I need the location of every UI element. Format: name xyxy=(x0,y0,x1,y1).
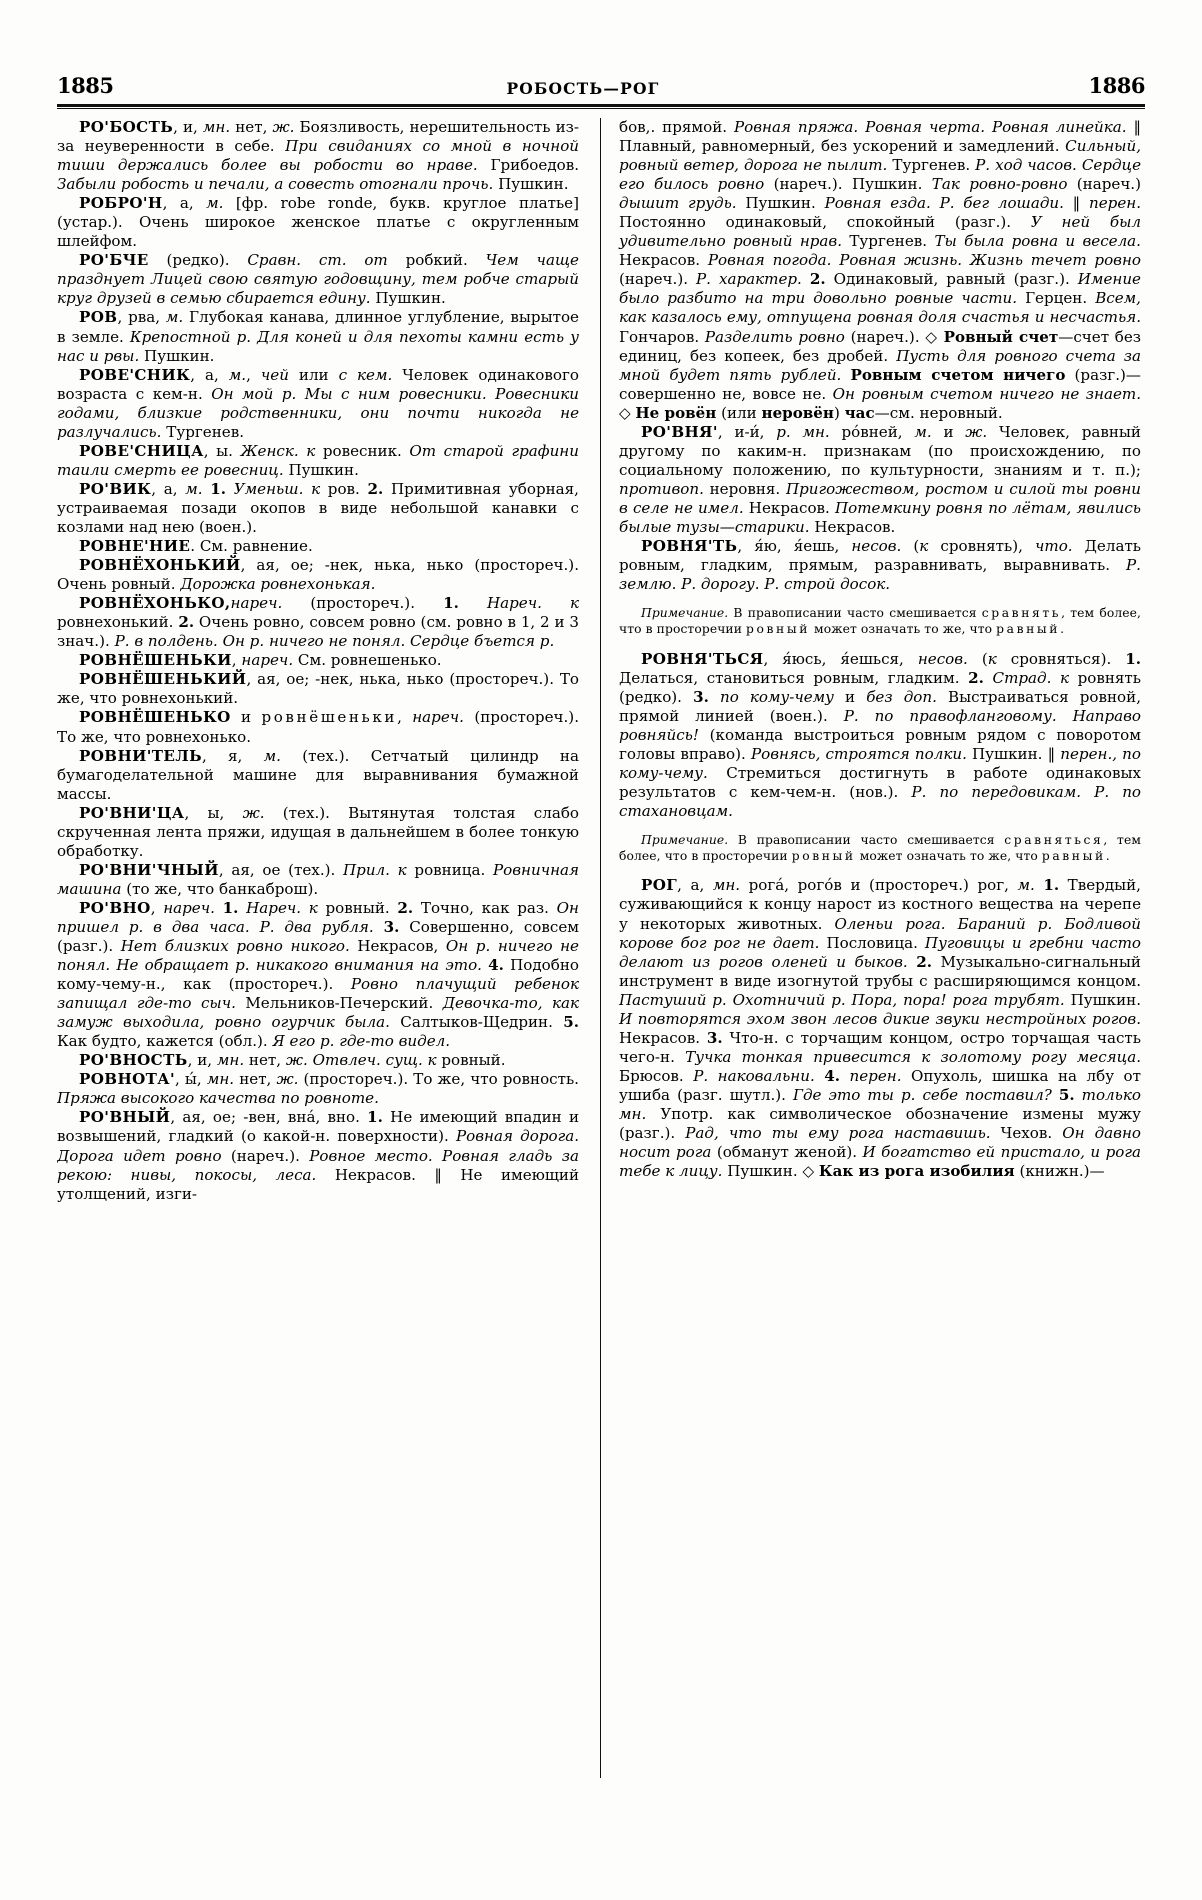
dictionary-entry: РОВНЯ'ТЬ, я́ю, я́ешь, несов. (к сровнять), что. Делать ровным, гладким, прямым, разравнивать, выравнивать. Р. землю. Р. дорогу. Р. строй досок. xyxy=(619,537,1141,594)
dictionary-entry: РОВЕ'СНИЦА, ы. Женск. к ровесник. От старой графини таили смерть ее ровесниц. Пушкин. xyxy=(57,441,579,479)
dictionary-entry: РО'ВНОСТЬ, и, мн. нет, ж. Отвлеч. сущ. к ровный. xyxy=(79,1051,506,1070)
running-head-words: РОБОСТЬ—РОГ xyxy=(506,78,660,98)
dictionary-entry: РОВНЁХОНЬКО,нареч. (простореч.). 1. Нареч. к ровнехонький. 2. Очень ровно, совсем ровно (см. ровно в 1, 2 и 3 знач.). Р. в полдень. Он р. ничего не понял. Сердце бъется р. xyxy=(57,594,579,651)
text-columns xyxy=(57,118,1145,1778)
dictionary-note: Примечание. В правописании часто смешивается сравнять, тем более, что в просторечии ровный может означать то же, что равный. xyxy=(619,606,1141,636)
dictionary-entry: РО'БЧЕ (редко). Сравн. ст. от робкий. Чем чаще празднует Лицей свою святую годовщину, тем робче старый круг друзей в семью сбирается едину. Пушкин. xyxy=(57,251,579,308)
dictionary-entry: РО'БОСТЬ, и, мн. нет, ж. Боязливость, нерешительность из-за неуверенности в себе. При свиданиях со мной в ночной тиши держались более вы робости во нраве. Грибоедов. Забыли робость и печали, а совесть отогнали прочь. Пушкин. xyxy=(57,118,580,194)
dictionary-entry: РО'ВНО, нареч. 1. Нареч. к ровный. 2. Точно, как раз. Он пришел р. в два часа. Р. два рубля. 3. Совершенно, совсем (разг.). Нет близких ровно никого. Некрасов, Он р. ничего не понял. Не обращает р. никакого внимания на это. 4. Подобно кому-чему-н., как (простореч.). Ровно плачущий ребенок запищал где-то сыч. Мельников-Печерский. Девочка-то, как замуж выходила, ровно огурчик была. Салтыков-Щедрин. 5. Как будто, кажется (обл.). Я его р. где-то видел. xyxy=(57,898,580,1051)
dictionary-entry: РОВЕ'СНИК, а, м., чей или с кем. Человек одинакового возраста с кем-н. Он мой р. Мы с ним ровесники. Ровесники годами, близкие родственники, они почти никогда не разлучались. Тургенев. xyxy=(57,365,579,441)
column-right xyxy=(615,118,1141,1778)
dictionary-entry: РОВНЁШЕНЬКИ, нареч. См. ровнешенько. xyxy=(79,651,442,670)
header-rule xyxy=(57,104,1145,109)
dictionary-entry: РО'ВНЫЙ, ая, ое; -вен, вна́, вно. 1. Не имеющий впадин и возвышений, гладкий (о какой-н. поверхности). Ровная дорога. Дорога идет ровно (нареч.). Ровное место. Ровная гладь за рекою: нивы, покосы, леса. Некрасов. ‖ Не имеющий утолщений, изги- xyxy=(57,1108,580,1203)
running-head xyxy=(57,62,1145,96)
dictionary-entry: РОБРО'Н, а, м. [фр. robe ronde, букв. круглое платье] (устар.). Очень широкое женское платье с округленным шлейфом. xyxy=(57,194,579,251)
dictionary-entry: РО'ВНИ'ЦА, ы, ж. (тех.). Вытянутая толстая слабо скрученная лента пряжи, идущая в дальнейшем в более тонкую обработку. xyxy=(57,803,579,860)
dictionary-entry: РОВНЕ'НИЕ. См. равнение. xyxy=(79,537,313,556)
dictionary-note: Примечание. В правописании часто смешивается сравняться, тем более, что в просторечии ровный может означать то же, что равный. xyxy=(619,833,1141,863)
dictionary-entry: РОВ, рва, м. Глубокая канава, длинное углубление, вырытое в земле. Крепостной р. Для коней и для пехоты камни есть у нас и рвы. Пушкин. xyxy=(57,308,579,365)
dictionary-entry: РО'ВНИ'ЧНЫЙ, ая, ое (тех.). Прил. к ровница. Ровничная машина (то же, что банкаброш). xyxy=(57,860,580,898)
column-left xyxy=(57,118,591,1778)
dictionary-entry: РОВНЯ'ТЬСЯ, я́юсь, я́ешься, несов. (к сровняться). 1. Делаться, становиться ровным, гладким. 2. Страд. к ровнять (редко). 3. по кому-чему и без доп. Выстраиваться ровной, прямой линией (воен.). Р. по правофланговому. Направо ровняйсь! (команда выстроиться ровным рядом с поворотом головы вправо). Ровнясь, строятся полки. Пушкин. ‖ перен., по кому-чему. Стремиться достигнуть в работе одинаковых результатов с кем-чем-н. (нов.). Р. по передовикам. Р. по стахановцам. xyxy=(619,649,1141,820)
dictionary-entry: РОГ, а, мн. рога́, рого́в и (простореч.) рог, м. 1. Твердый, суживающийся к концу нарост из костного вещества на черепе у некоторых животных. Оленьи рога. Бараний р. Бодливой корове бог рог не дает. Пословица. Пуговицы и гребни часто делают из рогов оленей и быков. 2. Музыкально-сигнальный инструмент в виде изогнутой трубы с расширяющимся концом. Пастуший р. Охотничий р. Пора, пора! рога трубят. Пушкин. И повторятся эхом звон лесов дикие звуки нестройных рогов. Некрасов. 3. Что-н. с торчащим концом, остро торчащая часть чего-н. Тучка тонкая привесится к золотому рогу месяца. Брюсов. Р. наковальни. 4. перен. Опухоль, шишка на лбу от ушиба (разг. шутл.). Где это ты р. себе поставил? 5. только мн. Употр. как символическое обозначение измены мужу (разг.). Рад, что ты ему рога наставишь. Чехов. Он давно носит рога (обманут женой). И богатство ей пристало, и рога тебе к лицу. Пушкин. ◇ Как из рога изобилия (книжн.)— xyxy=(619,876,1141,1181)
dictionary-entry: РОВНИ'ТЕЛЬ, я, м. (тех.). Сетчатый цилиндр на бумагоделательной машине для выравнивания бумажной массы. xyxy=(57,746,579,803)
dictionary-entry: бов,. прямой. Ровная пряжа. Ровная черта. Ровная линейка. ‖ Плавный, равномерный, без ускорений и замедлений. Сильный, ровный ветер, дорога не пылит. Тургенев. Р. ход часов. Сердце его билось ровно (нареч.). Пушкин. Так ровно-ровно (нареч.) дышит грудь. Пушкин. Ровная езда. Р. бег лошади. ‖ перен. Постоянно одинаковый, спокойный (разг.). У ней был удивительно ровный нрав. Тургенев. Ты была ровна и весела. Некрасов. Ровная погода. Ровная жизнь. Жизнь течет ровно (нареч.). Р. характер. 2. Одинаковый, равный (разг.). Имение было разбито на три довольно ровные части. Герцен. Всем, как казалось ему, отпущена ровная доля счастья и несчастья. Гончаров. Разделить ровно (нареч.). ◇ Ровный счет—счет без единиц, без копеек, без дробей. Пусть для ровного счета за мной будет пять рублей. Ровным счетом ничего (разг.)—совершенно не, вовсе не. Он ровным счетом ничего не знает. ◇ Не ровён (или неровён) час—см. неровный. xyxy=(619,118,1141,422)
dictionary-entry: РОВНЁХОНЬКИЙ, ая, ое; -нек, нька, нько (простореч.). Очень ровный. Дорожка ровнехонькая. xyxy=(57,556,579,594)
dictionary-entry: РОВНОТА', ы́, мн. нет, ж. (простореч.). То же, что ровность. Пряжа высокого качества по ровноте. xyxy=(57,1070,579,1108)
dictionary-entry: РОВНЁШЕНЬКО и ровнёшеньки, нареч. (простореч.). То же, что ровнехонько. xyxy=(57,708,579,746)
dictionary-entry: РО'ВИК, а, м. 1. Уменьш. к ров. 2. Примитивная уборная, устраиваемая позади окопов в виде небольшой канавки с козлами над нею (воен.). xyxy=(57,479,579,536)
folio-right: 1886 xyxy=(1088,73,1145,98)
dictionary-entry: РОВНЁШЕНЬКИЙ, ая, ое; -нек, нька, нько (простореч.). То же, что ровнехонький. xyxy=(57,670,579,708)
folio-left: 1885 xyxy=(57,73,114,98)
column-divider xyxy=(600,118,601,1778)
header-rule-thin xyxy=(57,108,1145,109)
dictionary-entry: РО'ВНЯ', и-и́, р. мн. ро́вней, м. и ж. Человек, равный другому по каким-н. признакам (по происхождению, по социальному положению, по культурности, знаниям и т. п.); противоп. неровня. Пригожеством, ростом и силой ты ровни в селе не имел. Некрасов. Потемкину ровня по лётам, явились былые тузы—старики. Некрасов. xyxy=(619,422,1141,536)
